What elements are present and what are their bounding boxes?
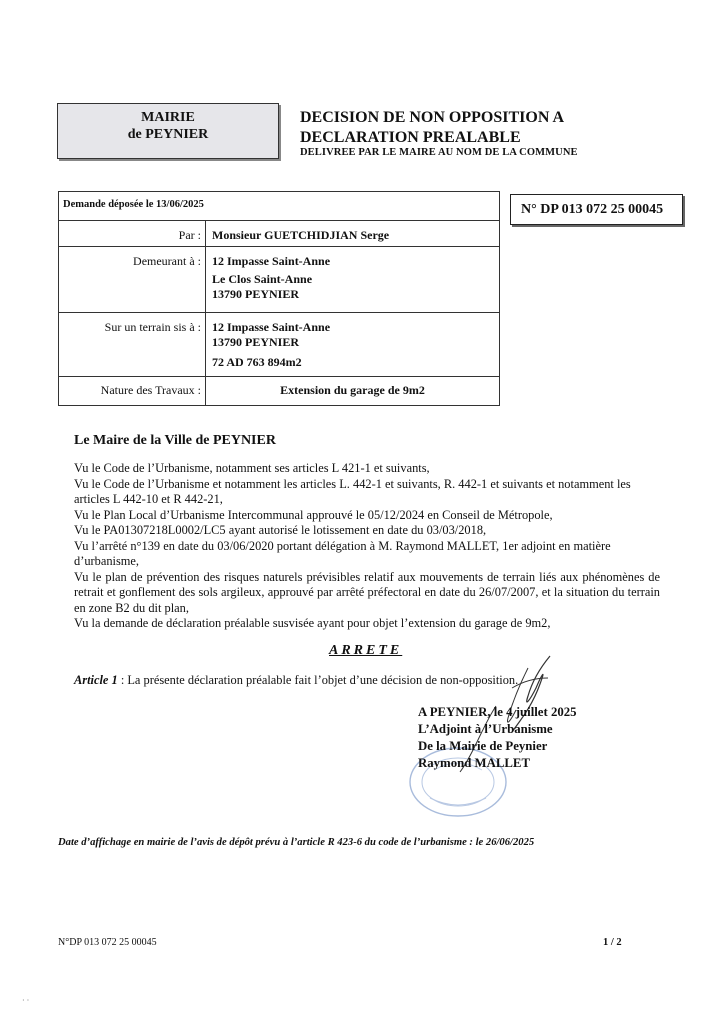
mairie-box [57, 103, 279, 159]
mairie-line1: MAIRIE [141, 110, 195, 125]
demeurant-label-text: Demeurant à : [133, 254, 201, 268]
signature-place-date: A PEYNIER, le 4 juillet 2025 [418, 705, 577, 719]
terrain-label-text: Sur un terrain sis à : [104, 320, 201, 334]
title-line1: DECISION DE NON OPPOSITION A [300, 109, 565, 126]
title-line2: DECLARATION PREALABLE [300, 129, 521, 146]
demeurant-value [206, 247, 500, 313]
vu-paragraph-5: Vu l’arrêté n°139 en date du 03/06/2020 portant délégation à M. Raymond MALLET, 1er adjoint en matière d’urbanisme, [74, 538, 611, 568]
demeurant-line1: 12 Impasse Saint-Anne [212, 254, 331, 268]
nature-value-text: Extension du garage de 9m2 [280, 383, 425, 397]
terrain-line1: 12 Impasse Saint-Anne [212, 320, 331, 334]
demeurant-label [59, 247, 206, 313]
arrete-heading: ARRETE [329, 643, 403, 658]
terrain-line3: 72 AD 763 894m2 [212, 355, 302, 369]
vu-paragraph-6: Vu le plan de prévention des risques naturels prévisibles relatif aux mouvements de terrain liés aux phénomènes de retrait et gonflement des sols argileux, approuvé par arrêté préfectoral en date du 26/07/2007, et la situation du terrain en zone B2 du dit plan, [74, 569, 660, 615]
par-label-text: Par : [178, 228, 201, 242]
document-subtitle: DELIVREE PAR LE MAIRE AU NOM DE LA COMMUNE [300, 147, 578, 158]
nature-label [59, 377, 206, 406]
nature-label-text: Nature des Travaux : [100, 383, 201, 397]
scan-artifact: · · [22, 996, 30, 1005]
considerations [74, 461, 660, 632]
reference-box: N° DP 013 072 25 00045 [510, 194, 683, 225]
par-value-text: Monsieur GUETCHIDJIAN Serge [212, 228, 390, 242]
signature-role: L’Adjoint à l’Urbanisme [418, 722, 553, 736]
nature-value [206, 377, 500, 406]
vu-paragraph-1: Vu le Code de l’Urbanisme, notamment ses articles L 421-1 et suivants, [74, 461, 430, 475]
article-text: : La présente déclaration préalable fait l’objet d’une décision de non-opposition. [117, 673, 519, 687]
page-number: 1 / 2 [603, 937, 622, 948]
maire-heading: Le Maire de la Ville de PEYNIER [74, 433, 276, 448]
deposit-cell [59, 192, 500, 221]
signature-block [418, 704, 577, 772]
vu-paragraph-2: Vu le Code de l’Urbanisme et notamment les articles L. 442-1 et suivants, R. 442-1 et suivants et notamment les articles L 442-10 et R 442-21, [74, 476, 631, 506]
terrain-line2: 13790 PEYNIER [212, 335, 300, 349]
posting-date-note: Date d’affichage en mairie de l’avis de dépôt prévu à l’article R 423-6 du code de l’urbanisme : le 26/06/2025 [58, 837, 535, 848]
signature-org: De la Mairie de Peynier [418, 739, 548, 753]
demeurant-line3: 13790 PEYNIER [212, 287, 300, 301]
vu-paragraph-7: Vu la demande de déclaration préalable susvisée ayant pour objet l’extension du garage de 9m2, [74, 616, 551, 630]
terrain-label [59, 313, 206, 377]
deposit-date: Demande déposée le 13/06/2025 [63, 199, 204, 210]
request-info-table [58, 191, 500, 406]
vu-paragraph-3: Vu le Plan Local d’Urbanisme Intercommunal approuvé le 05/12/2024 en Conseil de Métropole, [74, 507, 553, 522]
demeurant-line2: Le Clos Saint-Anne [212, 272, 313, 286]
mairie-line2: de PEYNIER [127, 127, 209, 142]
par-label [59, 221, 206, 247]
footer-reference: N°DP 013 072 25 00045 [58, 937, 157, 948]
terrain-value [206, 313, 500, 377]
signature-name: Raymond MALLET [418, 756, 530, 770]
article-label: Article 1 [74, 673, 118, 687]
document-title [300, 108, 564, 148]
par-value [206, 221, 500, 247]
vu-paragraph-4: Vu le PA01307218L0002/LC5 ayant autorisé le lotissement en date du 03/03/2018, [74, 523, 487, 537]
